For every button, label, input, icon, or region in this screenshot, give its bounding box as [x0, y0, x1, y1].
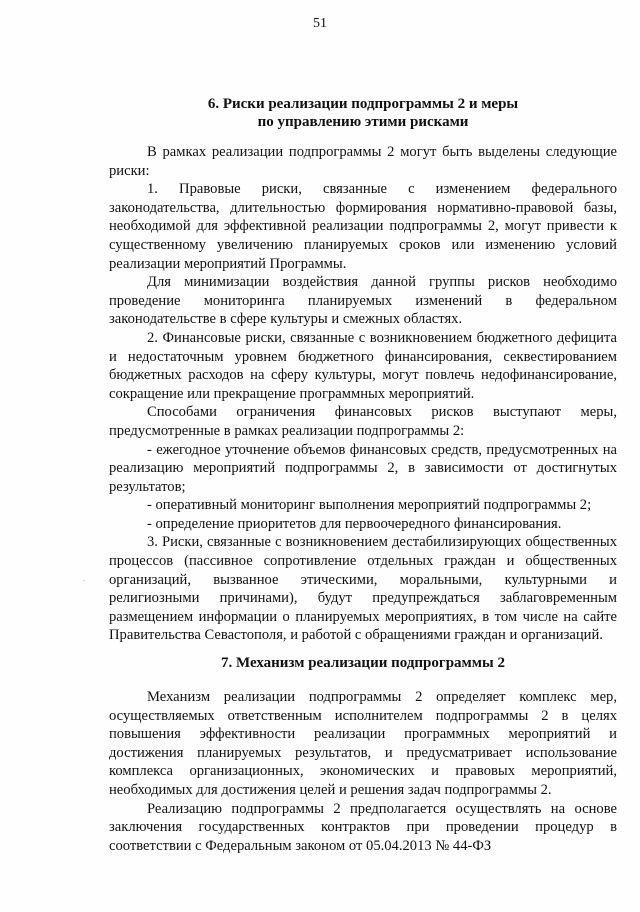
paragraph: - определение приоритетов для первоочередного финансирования.: [147, 515, 562, 532]
paragraph: Способами ограничения финансовых рисков выступают меры, предусмотренные в рамках реализации подпрограммы 2:: [109, 404, 617, 439]
paragraph: 1. Правовые риски, связанные с изменением федерального законодательства, длительностью формирования нормативно-правовой базы, необходимой для эффективной реализации подпрограммы 2, могут привести к существенному увеличению планируемых сроков или изменению условий реализации мероприятий Программы.: [109, 181, 617, 272]
section-6-title-line-2: по управлению этими рисками: [257, 114, 469, 130]
paragraph: - оперативный мониторинг выполнения мероприятий подпрограммы 2;: [147, 497, 592, 514]
section-6-title-line-1: 6. Риски реализации подпрограммы 2 и меры: [207, 96, 519, 112]
paragraph: 3. Риски, связанные с возникновением дестабилизирующих общественных процессов (пассивное сопротивление отдельных граждан и общественных организаций, вызванное этическими, моральными, культурными и религиозными причинами), будут предупреждаться заблаговременным размещением информации о планируемых мероприятиях, в том числе на сайте Правительства Севастополя, и работой с обращениями граждан и организаций.: [109, 534, 617, 644]
scan-margin-mark: ·: [82, 575, 86, 587]
paragraph: 2. Финансовые риски, связанные с возникновением бюджетного дефицита и недостаточным уровнем бюджетного финансирования, секвестированием бюджетных расходов на сферу культуры, могут повлечь недофинансирование, сокращение или прекращение программных мероприятий.: [109, 329, 617, 402]
section-7-heading: [109, 654, 617, 672]
section-7-body: [109, 688, 617, 855]
section-7-title: 7. Механизм реализации подпрограммы 2: [221, 655, 505, 671]
paragraph: Для минимизации воздействия данной группы рисков необходимо проведение мониторинга планируемых изменений в федеральном законодательстве в сфере культуры и смежных областях.: [109, 274, 617, 328]
paragraph: Механизм реализации подпрограммы 2 определяет комплекс мер, осуществляемых ответственным исполнителем подпрограммы 2 в целях повышения эффективности реализации программных мероприятий и достижения планируемых результатов, и предусматривает использование комплекса организационных, экономических и правовых мероприятий, необходимых для достижения целей и решения задач подпрограммы 2.: [109, 689, 617, 798]
paragraph: В рамках реализации подпрограммы 2 могут быть выделены следующие риски:: [109, 144, 617, 179]
section-6-heading: [109, 95, 617, 131]
section-6-body: [109, 143, 617, 645]
paragraph: - ежегодное уточнение объемов финансовых средств, предусмотренных на реализацию мероприятий подпрограммы 2, в зависимости от достигнутых результатов;: [109, 441, 617, 495]
paragraph: Реализацию подпрограммы 2 предполагается осуществлять на основе заключения государственных контрактов при проведении процедур в соответствии с Федеральным законом от 05.04.2013 № 44-ФЗ: [109, 800, 617, 854]
page-number: 51: [313, 16, 327, 31]
